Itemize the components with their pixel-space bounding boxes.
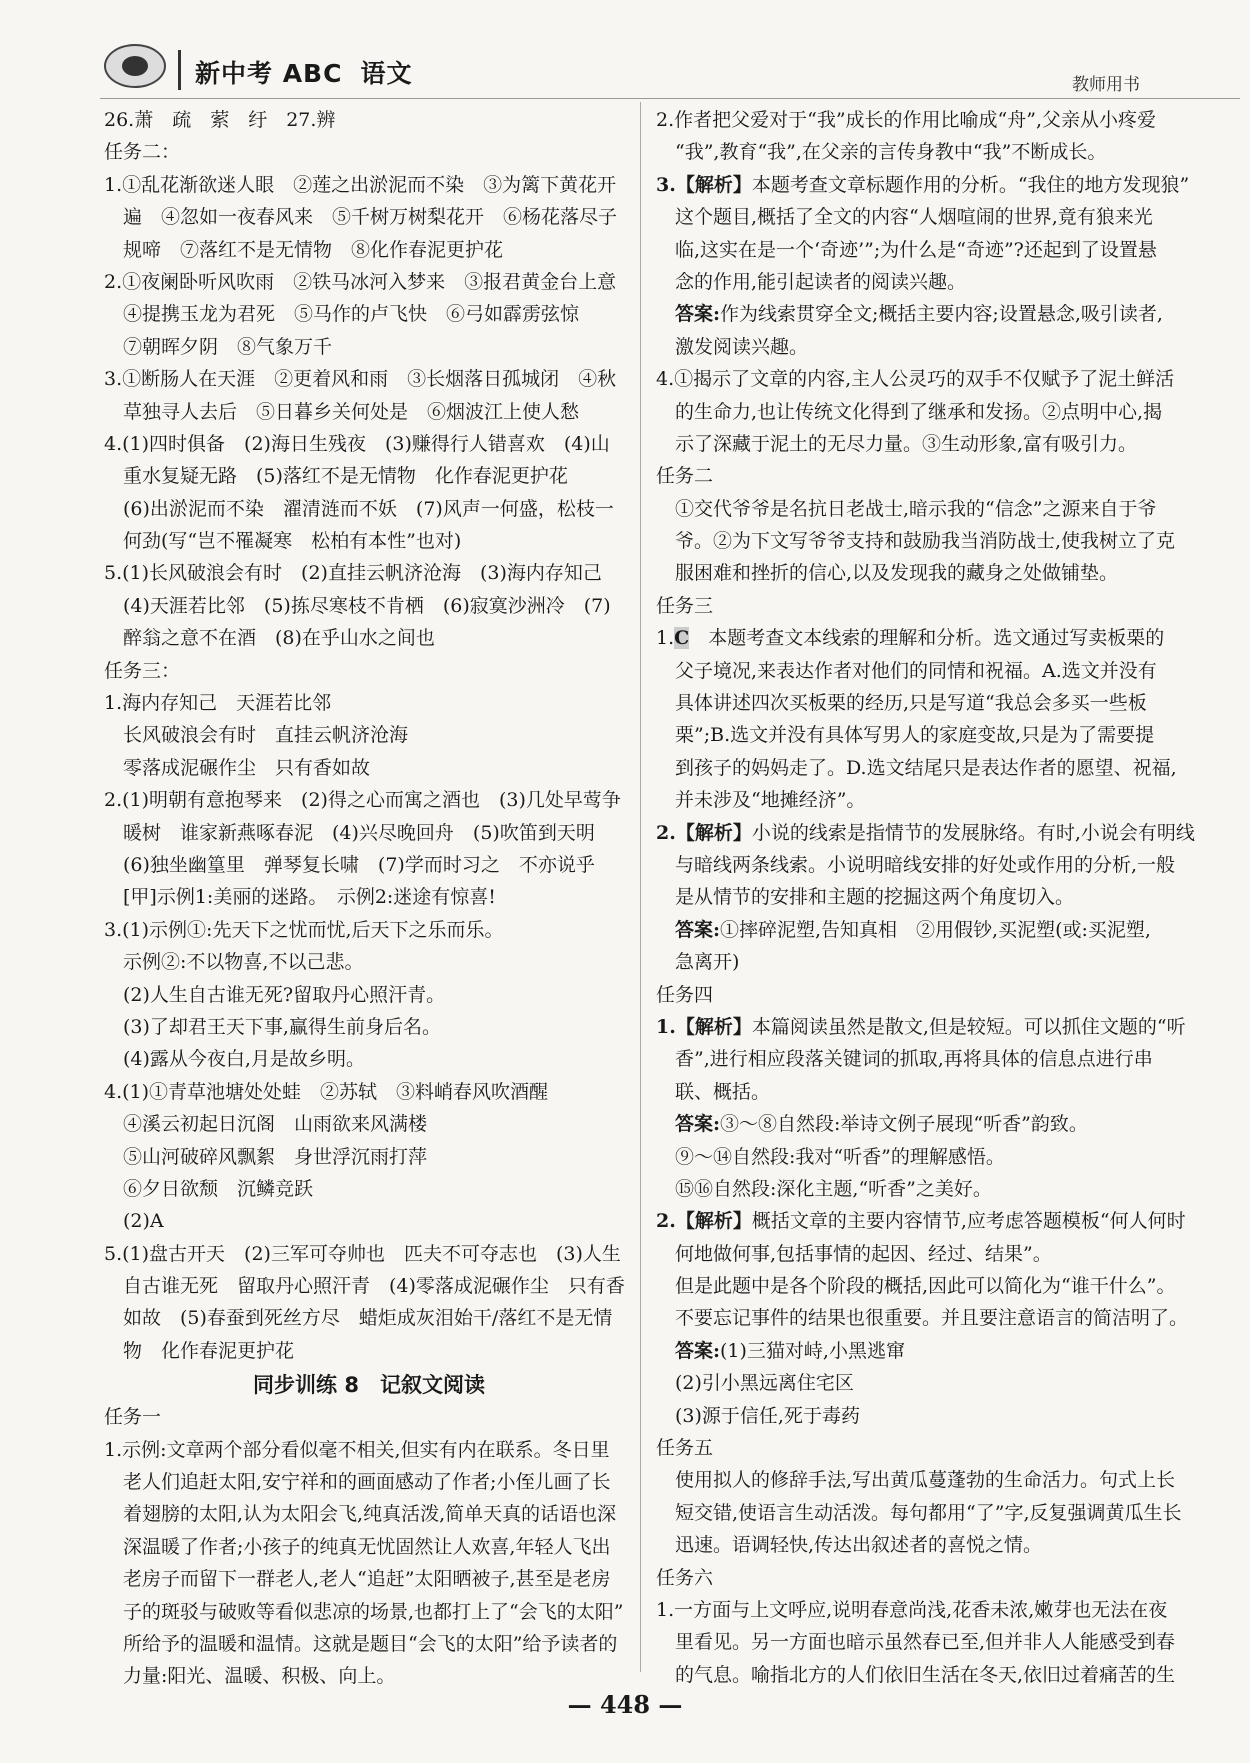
text-line: (6)出淤泥而不染 濯清涟而不妖 (7)风声一何盛，松枝一 [104, 497, 614, 520]
column-divider [640, 102, 641, 1672]
text-line: 2.作者把父爱对于“我”成长的作用比喻成“舟”,父亲从小疼爱 [656, 109, 1157, 131]
text-line: 的生命力,也让传统文化得到了继承和发扬。②点明中心,揭 [656, 400, 1163, 423]
text-line: ⑨～⑭自然段:我对“听香”的理解感悟。 [656, 1145, 1005, 1168]
text-line: (2)A [104, 1210, 164, 1233]
text-line: 老房子而留下一群老人,老人“追赶”太阳晒被子,甚至是老房 [104, 1568, 611, 1591]
analysis-text: 本题考查文章标题作用的分析。“我住的地方发现狼” [751, 173, 1190, 196]
text-line: 激发阅读兴趣。 [656, 335, 809, 358]
text-line: ④提携玉龙为君死 ⑤马作的卢飞快 ⑥弓如霹雳弦惊 [104, 303, 580, 326]
text-line: 5.(1)长风破浪会有时 (2)直挂云帆济沧海 (3)海内存知己 [104, 562, 602, 585]
text-line: 1.①乱花渐欲迷人眼 ②莲之出淤泥而不染 ③为篱下黄花开 [104, 173, 617, 196]
text-line: 示了深藏于泥土的无尽力量。③生动形象,富有吸引力。 [656, 432, 1138, 455]
text-line: 爷。②为下文写爷爷支持和鼓励我当消防战士,使我树立了克 [656, 530, 1176, 553]
text-line: 2.(1)明朝有意抱琴来 (2)得之心而寓之酒也 (3)几处早莺争 [104, 789, 621, 812]
text-line: 重水复疑无路 (5)落红不是无情物 化作春泥更护花 [104, 465, 568, 488]
text-line: 醉翁之意不在酒 (8)在乎山水之间也 [104, 627, 435, 650]
text-line: 遍 ④忽如一夜春风来 ⑤千树万树梨花开 ⑥杨花落尽子 [104, 206, 618, 229]
text-line: 5.(1)盘古开天 (2)三军可夺帅也 匹夫不可夺志也 (3)人生 [104, 1242, 621, 1265]
text-line: 何劲(写“岂不罹凝寒 松柏有本性”也对) [104, 530, 462, 553]
text-line: 临,这实在是一个‘奇迹’”;为什么是“奇迹”?还起到了设置悬 [656, 238, 1157, 261]
page-header [0, 0, 1250, 100]
task-heading: 任务二： [104, 141, 181, 164]
text-line: 子的斑驳与破败等看似悲凉的场景,也都打上了“会飞的太阳” [104, 1600, 624, 1623]
text-line: 自古谁无死 留取丹心照汗青 (4)零落成泥碾作尘 只有香 [104, 1275, 625, 1298]
text-line: ⑤山河破碎风飘絮 身世浮沉雨打萍 [104, 1145, 428, 1168]
text-line: 念的作用,能引起读者的阅读兴趣。 [656, 270, 967, 293]
answer-label: 答案: [656, 303, 721, 326]
answer-line [656, 1108, 1246, 1140]
text-line: 具体讲述四次买板栗的经历,只是写道“我总会多买一些板 [656, 692, 1147, 715]
answer-text: (1)三猫对峙,小黑逃窜 [720, 1339, 905, 1362]
task-heading: 任务一 [104, 1406, 162, 1429]
text-line: 使用拟人的修辞手法,写出黄瓜蔓蓬勃的生命活力。句式上长 [656, 1469, 1176, 1492]
text-line: “我”,教育“我”,在父亲的言传身教中“我”不断成长。 [656, 141, 1107, 164]
analysis-label: 1.【解析】 [656, 1015, 752, 1038]
text-line: 联、概括。 [656, 1080, 771, 1103]
answer-text: ③～⑧自然段:举诗文例子展现“听香”韵致。 [720, 1113, 1088, 1136]
question-number: 1. [656, 627, 675, 650]
text-line: (4)天涯若比邻 (5)拣尽寒枝不肯栖 (6)寂寞沙洲冷 (7) [104, 594, 611, 617]
right-column [656, 104, 1246, 1691]
answer-label: 答案: [656, 1113, 721, 1136]
left-column [104, 104, 634, 1693]
text-line: 着翅膀的太阳,认为太阳会飞,纯真活泼,简单天真的话语也深 [104, 1503, 617, 1526]
text-line: 但是此题中是各个阶段的概括,因此可以简化为“谁干什么”。 [656, 1275, 1176, 1298]
series-name: 新中考 ABC [195, 59, 343, 88]
text-line: 4.(1)四时俱备 (2)海日生残夜 (3)赚得行人错喜欢 (4)山 [104, 432, 610, 455]
text-line: 1.一方面与上文呼应,说明春意尚浅,花香未浓,嫩芽也无法在夜 [656, 1598, 1168, 1621]
answer-label: 答案: [656, 1339, 721, 1362]
analysis-label: 3.【解析】 [656, 173, 752, 196]
analysis-label: 2.【解析】 [656, 821, 752, 844]
text-line: 何地做何事,包括事情的起因、经过、结果”。 [656, 1242, 1052, 1265]
eye-icon [122, 56, 148, 76]
text-line: 2.①夜阑卧听风吹雨 ②铁马冰河入梦来 ③报君黄金台上意 [104, 270, 617, 293]
text-line: 迅速。语调轻快,传达出叙述者的喜悦之情。 [656, 1534, 1043, 1557]
text-line: 26.萧 疏 萦 纡 27.辨 [104, 109, 336, 131]
analysis-text: 本篇阅读虽然是散文,但是较短。可以抓住文题的“听 [751, 1015, 1186, 1038]
subject-name: 语文 [360, 59, 413, 88]
analysis-text: 概括文章的主要内容情节,应考虑答题模板“何人何时 [751, 1210, 1186, 1233]
text-line: [甲]示例1:美丽的迷路。 示例2:迷途有惊喜! [104, 886, 496, 909]
text-line: (3)了却君王天下事,赢得生前身后名。 [104, 1015, 441, 1038]
text-line: 3.(1)示例①:先天下之忧而忧,后天下之乐而乐。 [104, 918, 504, 941]
text-line: 老人们追赶太阳,安宁祥和的画面感动了作者;小侄儿画了长 [104, 1471, 611, 1494]
text-line: 暖树 谁家新燕啄春泥 (4)兴尽晚回舟 (5)吹笛到天明 [104, 821, 595, 844]
text-line: 如故 (5)春蚕到死丝方尽 蜡炬成灰泪始干/落红不是无情 [104, 1307, 613, 1330]
text-line: ⑮⑯自然段:深化主题,“听香”之美好。 [656, 1177, 992, 1200]
analysis-line [656, 1205, 1246, 1237]
answer-label: 答案: [656, 918, 721, 941]
text-line: 急离开) [656, 951, 740, 974]
task-heading: 任务五 [656, 1437, 714, 1460]
text-line: (3)源于信任,死于毒药 [656, 1404, 860, 1427]
answer-line [656, 914, 1246, 946]
task-heading: 任务三： [104, 659, 181, 682]
text-line: (6)独坐幽篁里 弹琴复长啸 (7)学而时习之 不亦说乎 [104, 853, 595, 876]
text-line: 4.(1)①青草池塘处处蛙 ②苏轼 ③料峭春风吹酒醒 [104, 1080, 549, 1103]
text-line: 物 化作春泥更护花 [104, 1339, 295, 1362]
text-line: 所给予的温暖和温情。这就是题目“会飞的太阳”给予读者的 [104, 1632, 618, 1655]
text-line: ⑥夕日欲颓 沉鳞竞跃 [104, 1177, 314, 1200]
text-line: 深温暖了作者;小孩子的纯真无忧固然让人欢喜,年轻人飞出 [104, 1535, 611, 1558]
text-line: (2)人生自古谁无死?留取丹心照汗青。 [104, 983, 446, 1006]
text-line: 长风破浪会有时 直挂云帆济沧海 [104, 724, 409, 747]
text-line: 是从情节的安排和主题的挖掘这两个角度切入。 [656, 886, 1075, 909]
analysis-label: 2.【解析】 [656, 1210, 752, 1233]
text-line: 栗”;B.选文并没有具体写男人的家庭变故,只是为了需要提 [656, 724, 1155, 747]
answer-line [656, 1335, 1246, 1367]
teacher-edition-label: 教师用书 [1072, 75, 1140, 95]
choice-answer: C [674, 627, 690, 650]
text-line: 短交错,使语言生动活泼。每句都用“了”字,反复强调黄瓜生长 [656, 1501, 1182, 1524]
text-line: 不要忘记事件的结果也很重要。并且要注意语言的简洁明了。 [656, 1307, 1189, 1330]
publisher-logo [104, 44, 166, 88]
answer-text: 作为线索贯穿全文;概括主要内容;设置悬念,吸引读者, [720, 303, 1163, 326]
analysis-line [656, 817, 1246, 849]
text-line: 并未涉及“地摊经济”。 [656, 789, 866, 812]
text-line: ④溪云初起日沉阁 山雨欲来风满楼 [104, 1113, 428, 1136]
answer-text: ①摔碎泥塑,告知真相 ②用假钞,买泥塑(或:买泥塑, [720, 918, 1151, 941]
text-line: 4.①揭示了文章的内容,主人公灵巧的双手不仅赋予了泥土鲜活 [656, 368, 1175, 391]
text-line: 这个题目,概括了全文的内容“人烟喧闹的世界,竟有狼来光 [656, 206, 1153, 229]
text-line: 里看见。另一方面也暗示虽然春已至,但并非人人能感受到春 [656, 1631, 1176, 1654]
text-line: 1.示例:文章两个部分看似毫不相关,但实有内在联系。冬日里 [104, 1438, 610, 1461]
choice-line [656, 622, 1246, 654]
text-line: 到孩子的妈妈走了。D.选文结尾只是表达作者的愿望、祝福, [656, 756, 1177, 779]
text-line: 规啼 ⑦落红不是无情物 ⑧化作春泥更护花 [104, 238, 504, 261]
header-divider [178, 50, 181, 90]
text-line: 1.海内存知己 天涯若比邻 [104, 692, 332, 715]
text-line: ⑦朝晖夕阴 ⑧气象万千 [104, 335, 333, 358]
text-line: 与暗线两条线索。小说明暗线安排的好处或作用的分析,一般 [656, 853, 1176, 876]
text-line: 草独寻人去后 ⑤日暮乡关何处是 ⑥烟波江上使人愁 [104, 400, 580, 423]
analysis-text: 小说的线索是指情节的发展脉络。有时,小说会有明线 [751, 821, 1195, 844]
text-line: 3.①断肠人在天涯 ②更着风和雨 ③长烟落日孤城闭 ④秋 [104, 368, 617, 391]
header-rule [100, 98, 1240, 99]
analysis-line [656, 169, 1246, 201]
text-line: 香”,进行相应段落关键词的抓取,再将具体的信息点进行串 [656, 1048, 1153, 1071]
text-line: 力量:阳光、温暖、积极、向上。 [104, 1665, 396, 1688]
task-heading: 任务二 [656, 465, 714, 488]
choice-text: 本题考查文本线索的理解和分析。选文通过写卖板栗的 [689, 627, 1165, 650]
text-line: ①交代爷爷是名抗日老战士,暗示我的“信念”之源来自于爷 [656, 497, 1157, 520]
text-line: (2)引小黑远离住宅区 [656, 1372, 854, 1395]
book-title [195, 54, 412, 90]
task-heading: 任务三 [656, 594, 714, 617]
text-line: 服困难和挫折的信心,以及发现我的藏身之处做铺垫。 [656, 562, 1119, 585]
task-heading: 任务四 [656, 983, 714, 1006]
section-title: 同步训练 8 记叙文阅读 [253, 1373, 485, 1398]
text-line: (4)露从今夜白,月是故乡明。 [104, 1048, 365, 1071]
text-line: 零落成泥碾作尘 只有香如故 [104, 756, 371, 779]
text-line: 父子境况,来表达作者对他们的同情和祝福。A.选文并没有 [656, 659, 1157, 682]
page-number: — 448 — [567, 1690, 683, 1719]
text-line: 的气息。喻指北方的人们依旧生活在冬天,依旧过着痛苦的生 [656, 1663, 1176, 1686]
answer-line [656, 298, 1246, 330]
task-heading: 任务六 [656, 1566, 714, 1589]
text-line: 示例②:不以物喜,不以己悲。 [104, 951, 364, 974]
analysis-line [656, 1011, 1246, 1043]
